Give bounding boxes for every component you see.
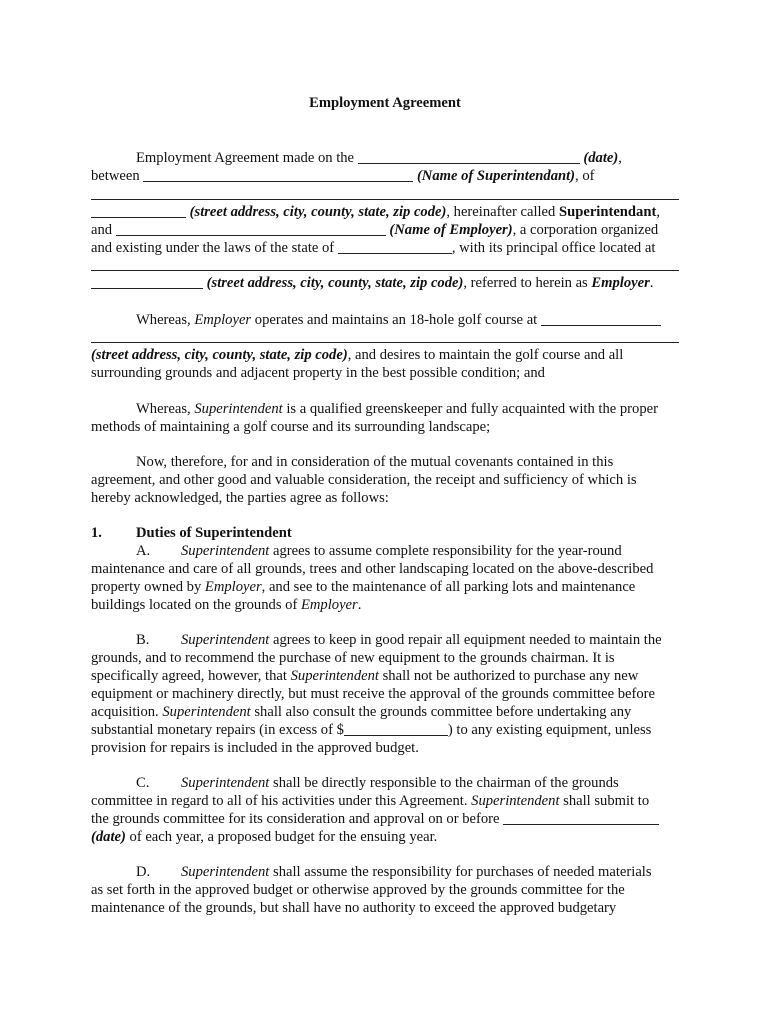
clause-d-line-3: maintenance of the grounds, but shall have no authority to exceed the approved budgetary bbox=[91, 900, 617, 916]
clause-a-line-1: A. Superintendent agrees to assume complete responsibility for the year-round bbox=[136, 543, 622, 559]
clause-c-line-4: (date) of each year, a proposed budget for the ensuing year. bbox=[91, 829, 438, 845]
now-line-2: agreement, and other good and valuable consideration, the receipt and sufficiency of which is bbox=[91, 472, 637, 488]
clause-b-line-5: acquisition. Superintendent shall also consult the grounds committee before undertaking any bbox=[91, 704, 632, 720]
address-rule-1[interactable] bbox=[91, 199, 679, 200]
whereas1-line-2: (street address, city, county, state, zip code), and desires to maintain the golf course and all bbox=[91, 347, 624, 363]
now-line-1: Now, therefore, for and in consideration of the mutual covenants contained in this bbox=[136, 454, 614, 470]
date-blank[interactable] bbox=[358, 149, 580, 164]
now-line-3: hereby acknowledged, the parties agree as follows: bbox=[91, 490, 389, 506]
whereas2-line-2: methods of maintaining a golf course and its surrounding landscape; bbox=[91, 419, 491, 435]
clause-c-line-2: committee in regard to all of his activities under this Agreement. Superintendent shall submit to bbox=[91, 793, 650, 809]
intro-line-3: (street address, city, county, state, zip code), hereinafter called Superintendant, bbox=[91, 203, 660, 221]
repair-amount-blank[interactable] bbox=[344, 721, 448, 736]
clause-a-line-3: property owned by Employer, and see to the maintenance of all parking lots and maintenance bbox=[91, 579, 636, 595]
address-rule-3[interactable] bbox=[91, 342, 679, 343]
employer-name-blank[interactable] bbox=[116, 221, 386, 236]
clause-d-line-1: D. Superintendent shall assume the responsibility for purchases of needed materials bbox=[136, 864, 652, 880]
clause-b-line-4: equipment or machinery directly, but must receive the approval of the grounds committee before bbox=[91, 686, 655, 702]
golf-course-blank[interactable] bbox=[541, 311, 661, 326]
intro-line-6: (street address, city, county, state, zip code), referred to herein as Employer. bbox=[91, 274, 653, 292]
address-rule-2[interactable] bbox=[91, 270, 679, 271]
intro-line-2: between (Name of Superintendant), of bbox=[91, 168, 595, 184]
clause-a-line-4: buildings located on the grounds of Employer. bbox=[91, 597, 362, 613]
intro-line-5: and existing under the laws of the state of , with its principal office located at bbox=[91, 240, 656, 256]
clause-b-line-3: specifically agreed, however, that Superintendent shall not be authorized to purchase any new bbox=[91, 668, 639, 684]
document-title: Employment Agreement bbox=[309, 95, 461, 111]
clause-a-line-2: maintenance and care of all grounds, trees and other landscaping located on the above-described bbox=[91, 561, 654, 577]
superintendant-name-blank[interactable] bbox=[143, 167, 413, 182]
intro-line-1: Employment Agreement made on the (date), bbox=[136, 150, 622, 166]
clause-b-line-2: grounds, and to recommend the purchase of new equipment to the grounds chairman. It is bbox=[91, 650, 615, 666]
clause-c-line-1: C. Superintendent shall be directly responsible to the chairman of the grounds bbox=[136, 775, 619, 791]
whereas1-line-3: surrounding grounds and adjacent property in the best possible condition; and bbox=[91, 365, 545, 381]
clause-c-line-3: the grounds committee for its consideration and approval on or before bbox=[91, 810, 659, 828]
budget-date-blank[interactable] bbox=[503, 810, 659, 825]
section-1-heading: 1. Duties of Superintendent bbox=[91, 525, 292, 541]
intro-line-4: and (Name of Employer), a corporation organized bbox=[91, 222, 659, 238]
address-blank-1[interactable] bbox=[91, 203, 186, 218]
clause-b-line-6: substantial monetary repairs (in excess of $ ) to any existing equipment, unless bbox=[91, 722, 652, 738]
clause-b-line-1: B. Superintendent agrees to keep in good repair all equipment needed to maintain the bbox=[136, 632, 662, 648]
whereas1-line-1: Whereas, Employer operates and maintains an 18-hole golf course at bbox=[136, 311, 661, 329]
clause-d-line-2: as set forth in the approved budget or otherwise approved by the grounds committee for the bbox=[91, 882, 625, 898]
clause-b-line-7: provision for repairs is included in the approved budget. bbox=[91, 740, 419, 756]
state-blank[interactable] bbox=[338, 239, 452, 254]
whereas2-line-1: Whereas, Superintendent is a qualified greenskeeper and fully acquainted with the proper bbox=[136, 401, 658, 417]
address-blank-2[interactable] bbox=[91, 274, 203, 289]
